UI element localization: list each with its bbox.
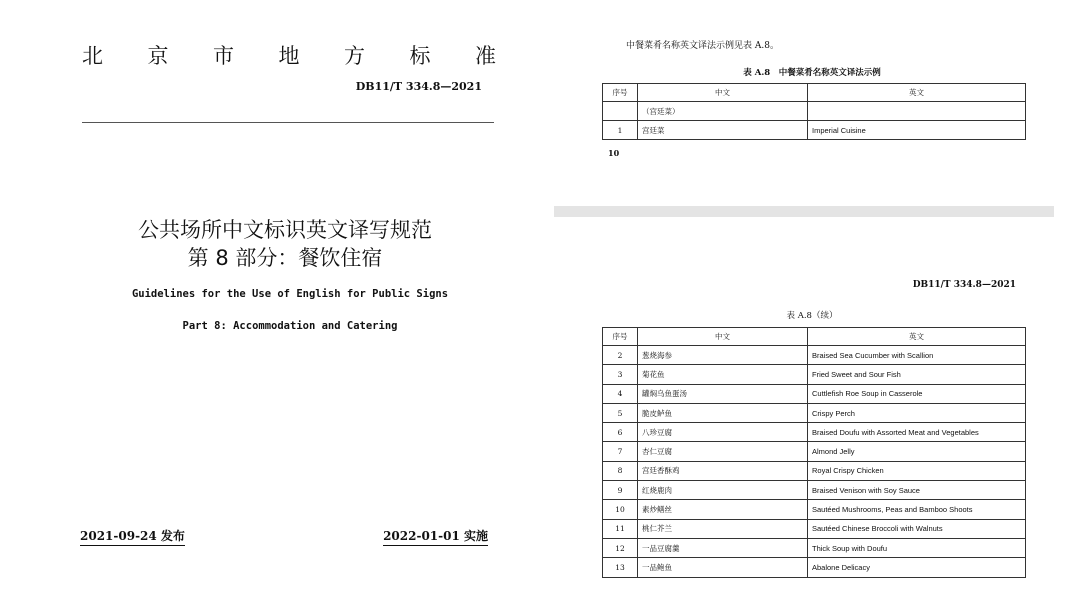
standard-code: DB11/T 334.8—2021 bbox=[355, 80, 482, 93]
intro-text: 中餐菜肴名称英文译法示例见表 A.8。 bbox=[626, 41, 779, 51]
cell-cn: 一品豆腐羹 bbox=[638, 538, 808, 557]
issuing-organization bbox=[82, 40, 496, 70]
cell-en: Abalone Delicacy bbox=[808, 558, 1026, 577]
title-cn-line2: 第 8 部分：餐饮住宿 bbox=[187, 246, 383, 270]
table-row bbox=[603, 384, 1026, 403]
org-char: 京 bbox=[147, 44, 169, 68]
table-header-row bbox=[603, 84, 1026, 102]
table-row bbox=[603, 461, 1026, 480]
cell-no bbox=[603, 102, 638, 121]
cell-cn: 菊花鱼 bbox=[638, 365, 808, 384]
cell-cn: 素炒鳝丝 bbox=[638, 500, 808, 519]
cell-en: Crispy Perch bbox=[808, 403, 1026, 422]
org-char: 地 bbox=[278, 44, 300, 68]
table-row bbox=[603, 102, 1026, 121]
org-char: 市 bbox=[213, 44, 234, 68]
document-page-continued bbox=[554, 217, 1054, 608]
cell-no: 4 bbox=[603, 384, 638, 403]
table-row bbox=[603, 538, 1026, 557]
table-row bbox=[603, 481, 1026, 500]
table-caption: 表 A.8 中餐菜肴名称英文译法示例 bbox=[743, 68, 881, 78]
cover-divider bbox=[82, 122, 494, 123]
cell-cn: （宫廷菜） bbox=[638, 102, 808, 121]
document-page-10 bbox=[554, 0, 1054, 206]
cell-no: 9 bbox=[603, 481, 638, 500]
cell-no: 8 bbox=[603, 461, 638, 480]
cell-no: 2 bbox=[603, 346, 638, 365]
dish-table bbox=[602, 83, 1026, 140]
table-caption: 表 A.8（续） bbox=[786, 311, 838, 321]
table-header-row bbox=[603, 328, 1026, 346]
cell-no: 3 bbox=[603, 365, 638, 384]
cell-no: 1 bbox=[603, 121, 638, 140]
cell-cn: 八珍豆腐 bbox=[638, 423, 808, 442]
title-en-line1: Guidelines for the Use of English for Public Signs bbox=[131, 288, 449, 300]
cell-cn: 宫廷菜 bbox=[638, 121, 808, 140]
cell-cn: 葱烧海参 bbox=[638, 346, 808, 365]
cell-no: 6 bbox=[603, 423, 638, 442]
header-cn: 中文 bbox=[638, 328, 808, 346]
table-row bbox=[603, 423, 1026, 442]
header-cn: 中文 bbox=[638, 84, 808, 102]
cell-no: 5 bbox=[603, 403, 638, 422]
table-row bbox=[603, 442, 1026, 461]
cell-en: Sautéed Mushrooms, Peas and Bamboo Shoots bbox=[808, 500, 1026, 519]
table-row bbox=[603, 403, 1026, 422]
cell-en: Fried Sweet and Sour Fish bbox=[808, 365, 1026, 384]
cell-en: Cuttlefish Roe Soup in Casserole bbox=[808, 384, 1026, 403]
table-row bbox=[603, 346, 1026, 365]
org-char: 北 bbox=[82, 44, 103, 68]
table-row bbox=[603, 500, 1026, 519]
cell-no: 11 bbox=[603, 519, 638, 538]
table-row bbox=[603, 121, 1026, 140]
header-no: 序号 bbox=[603, 84, 638, 102]
cell-cn: 杏仁豆腐 bbox=[638, 442, 808, 461]
cell-cn: 一品鲍鱼 bbox=[638, 558, 808, 577]
cell-en: Braised Doufu with Assorted Meat and Vegetables bbox=[808, 423, 1026, 442]
cell-en: Almond Jelly bbox=[808, 442, 1026, 461]
header-no: 序号 bbox=[603, 328, 638, 346]
org-char: 准 bbox=[475, 44, 496, 68]
cell-en: Thick Soup with Doufu bbox=[808, 538, 1026, 557]
title-cn-line1: 公共场所中文标识英文译写规范 bbox=[138, 218, 432, 242]
table-row bbox=[603, 558, 1026, 577]
cell-en: Royal Crispy Chicken bbox=[808, 461, 1026, 480]
cell-en bbox=[808, 102, 1026, 121]
cell-cn: 宫廷香酥鸡 bbox=[638, 461, 808, 480]
title-en-line2: Part 8: Accommodation and Catering bbox=[182, 320, 398, 332]
cell-en: Sautéed Chinese Broccoli with Walnuts bbox=[808, 519, 1026, 538]
header-en: 英文 bbox=[808, 328, 1026, 346]
table-row bbox=[603, 519, 1026, 538]
cell-en: Imperial Cuisine bbox=[808, 121, 1026, 140]
cell-no: 13 bbox=[603, 558, 638, 577]
page-separator bbox=[554, 206, 1054, 217]
dish-table-continued bbox=[602, 327, 1026, 578]
cell-cn: 脆皮鲈鱼 bbox=[638, 403, 808, 422]
cell-no: 7 bbox=[603, 442, 638, 461]
org-char: 方 bbox=[344, 44, 365, 68]
header-en: 英文 bbox=[808, 84, 1026, 102]
cell-cn: 红烧鹿肉 bbox=[638, 481, 808, 500]
standard-code: DB11/T 334.8—2021 bbox=[912, 280, 1016, 290]
cell-no: 10 bbox=[603, 500, 638, 519]
implement-date: 2022-01-01 实施 bbox=[383, 527, 488, 546]
cell-en: Braised Venison with Soy Sauce bbox=[808, 481, 1026, 500]
org-char: 标 bbox=[409, 44, 431, 68]
cell-no: 12 bbox=[603, 538, 638, 557]
cell-cn: 桃仁芥兰 bbox=[638, 519, 808, 538]
page-number: 10 bbox=[608, 148, 620, 158]
cell-cn: 罐焖乌鱼蛋汤 bbox=[638, 384, 808, 403]
table-row bbox=[603, 365, 1026, 384]
publish-date: 2021-09-24 发布 bbox=[80, 527, 185, 546]
cell-en: Braised Sea Cucumber with Scallion bbox=[808, 346, 1026, 365]
